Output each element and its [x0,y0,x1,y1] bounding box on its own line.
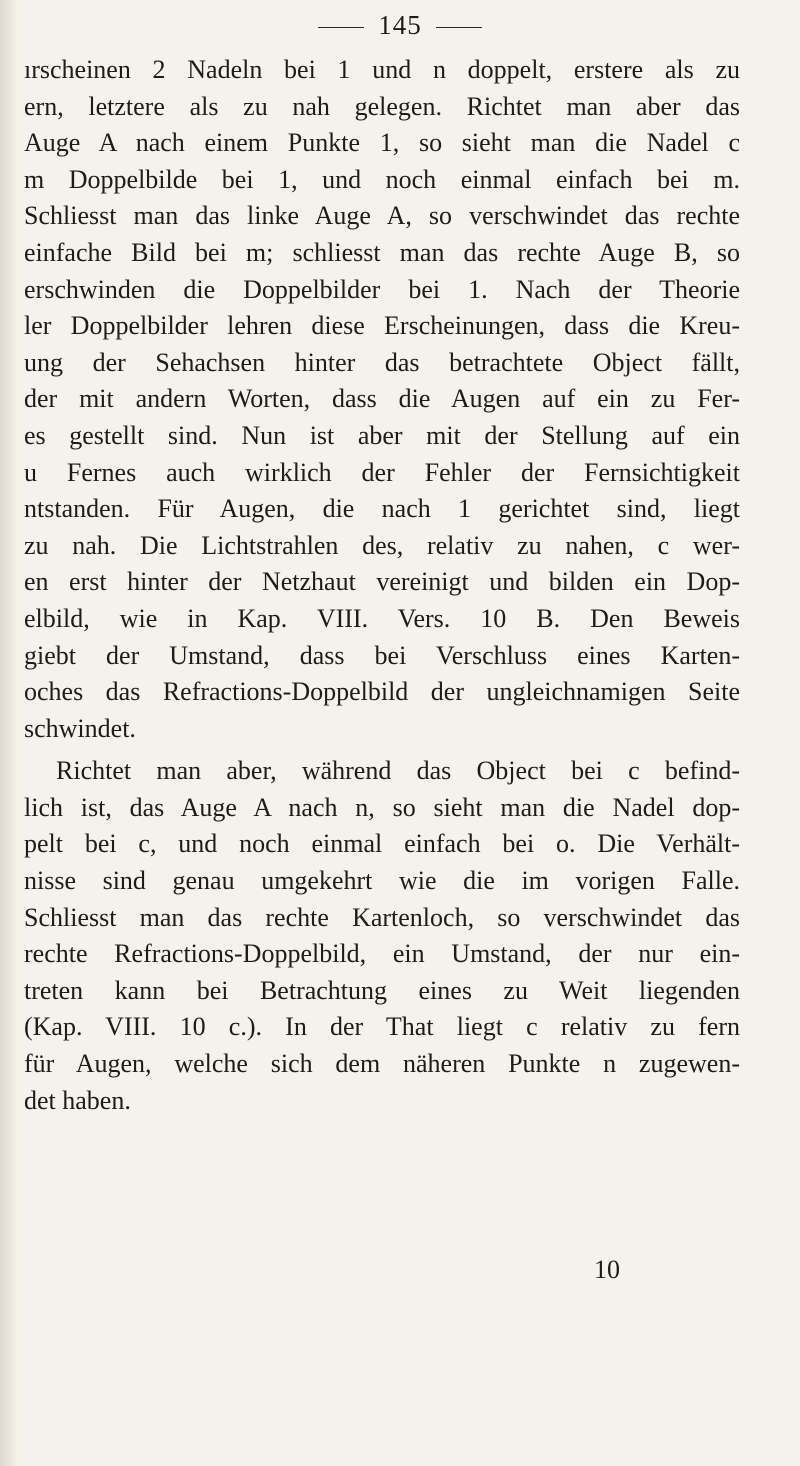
text-line: oches das Refractions-Doppelbild der ungleichnamigen Seite [24,677,740,707]
page-binding-edge [0,0,18,1466]
page-header [0,8,800,42]
text-line: Auge A nach einem Punkte 1, so sieht man die Nadel c [24,128,740,158]
text-line: der mit andern Worten, dass die Augen auf ein zu Fer- [24,384,740,414]
header-rule-left [318,27,364,28]
text-line: Schliesst man das rechte Kartenloch, so verschwindet das [24,902,740,932]
text-line: nisse sind genau umgekehrt wie die im vorigen Falle. [24,866,740,896]
text-line: schwindet. [24,713,136,743]
text-line: einfache Bild bei m; schliesst man das rechte Auge B, so [24,237,740,267]
text-line: elbild, wie in Kap. VIII. Vers. 10 B. Den Beweis [24,603,740,633]
text-line: rechte Refractions-Doppelbild, ein Umstand, der nur ein- [24,939,740,969]
text-line: pelt bei c, und noch einmal einfach bei o. Die Verhält- [24,829,740,859]
text-line: es gestellt sind. Nun ist aber mit der Stellung auf ein [24,420,740,450]
text-line: Schliesst man das linke Auge A, so verschwindet das rechte [24,201,740,231]
text-line: giebt der Umstand, dass bei Verschluss eines Karten- [24,640,740,670]
text-line: m Doppelbilde bei 1, und noch einmal einfach bei m. [24,164,740,194]
signature-mark: 10 [594,1255,620,1284]
text-line: für Augen, welche sich dem näheren Punkte n zugewen- [24,1049,740,1079]
header-rule-right [436,27,482,28]
page-number: 145 [378,10,422,40]
paragraph-2 [24,753,740,1119]
text-line: Richtet man aber, während das Object bei c befind- [56,756,740,786]
text-line: ung der Sehachsen hinter das betrachtete Object fällt, [24,347,740,377]
body-text [24,52,740,1119]
text-line: erschwinden die Doppelbilder bei 1. Nach der Theorie [24,274,740,304]
text-line: ler Doppelbilder lehren diese Erscheinungen, dass die Kreu- [24,311,740,341]
text-line: (Kap. VIII. 10 c.). In der That liegt c relativ zu fern [24,1012,740,1042]
text-line: ırscheinen 2 Nadeln bei 1 und n doppelt, erstere als zu [24,55,740,84]
text-line: en erst hinter der Netzhaut vereinigt und bilden ein Dop- [24,567,740,597]
text-line: u Fernes auch wirklich der Fehler der Fernsichtigkeit [24,457,740,487]
text-line: ern, letztere als zu nah gelegen. Richtet man aber das [24,91,740,121]
text-line: lich ist, das Auge A nach n, so sieht man die Nadel dop- [24,792,740,822]
text-line: ntstanden. Für Augen, die nach 1 gerichtet sind, liegt [24,494,740,524]
paragraph-1 [24,52,740,747]
text-line: zu nah. Die Lichtstrahlen des, relativ zu nahen, c wer- [24,530,740,560]
text-line: det haben. [24,1085,131,1115]
text-line: treten kann bei Betrachtung eines zu Weit liegenden [24,975,740,1005]
